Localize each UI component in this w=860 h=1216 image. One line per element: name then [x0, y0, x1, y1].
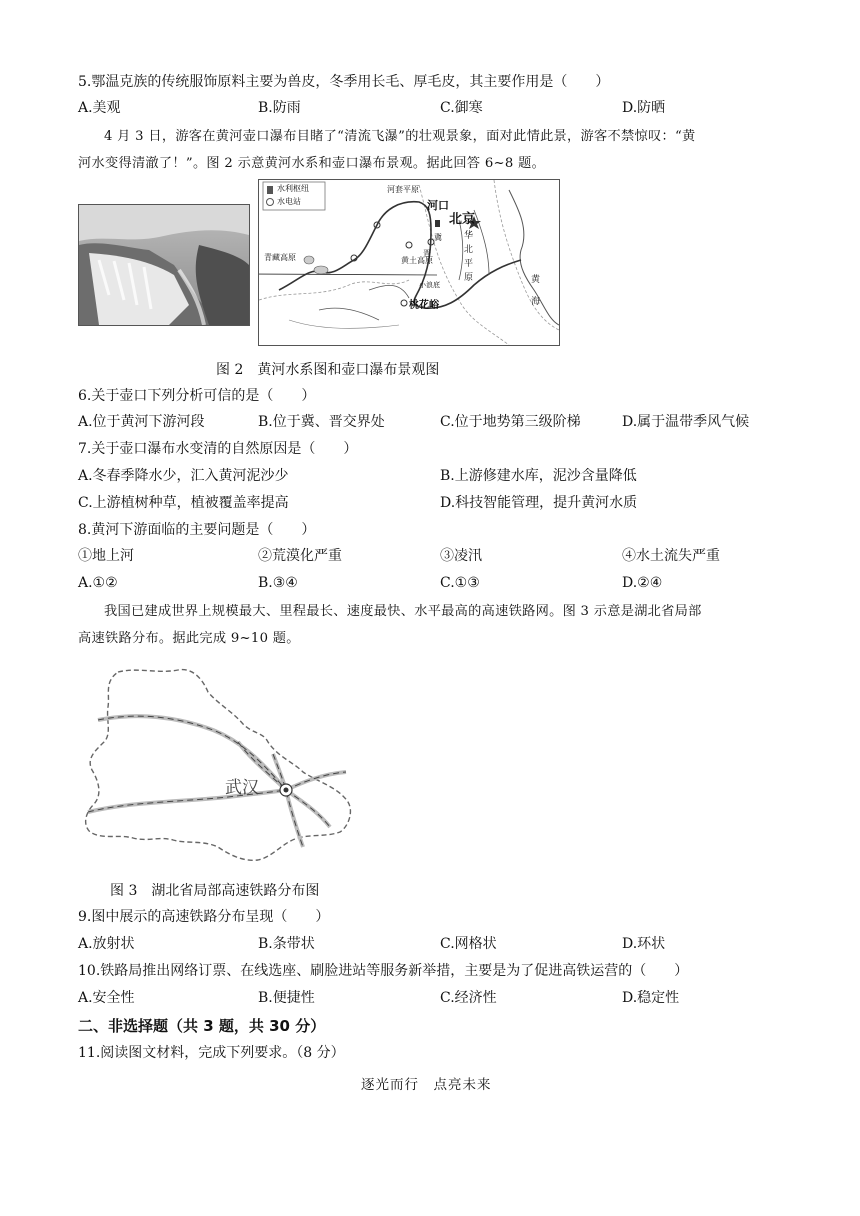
q8-option-c: C.①③ [440, 575, 480, 591]
q7-option-c: C.上游植树种草，植被覆盖率提高 [78, 495, 289, 511]
q7-options-row1 [78, 466, 798, 486]
label-yuan: 原 [464, 273, 474, 283]
label-huang: 黄 [531, 275, 541, 285]
label-hekou: 河口 [427, 199, 449, 212]
q6-option-d: D.属于温带季风气候 [622, 414, 750, 430]
q6-option-c: C.位于地势第三级阶梯 [440, 414, 581, 430]
legend-hydro-hub: 水利枢纽 [277, 184, 309, 193]
label-ji: 冀 [434, 233, 442, 242]
q8-item-2: ②荒漠化严重 [258, 548, 342, 564]
label-hai: 海 [531, 297, 541, 307]
yellow-river-map [258, 179, 560, 346]
label-wuhan: 武汉 [225, 778, 259, 798]
figure3-caption: 图 3 湖北省局部高速铁路分布图 [110, 883, 320, 899]
q10-option-a: A.安全性 [78, 990, 135, 1006]
label-beijing: 北京 [449, 212, 476, 227]
q11-stem: 11.阅读图文材料，完成下列要求。（8 分） [78, 1045, 345, 1061]
q9-stem: 9.图中展示的高速铁路分布呈现（ ） [78, 909, 330, 925]
q8-stem: 8.黄河下游面临的主要问题是（ ） [78, 522, 316, 538]
label-jin: 晋 [423, 249, 431, 258]
q6-option-b: B.位于冀、晋交界处 [258, 414, 385, 430]
q7-option-d: D.科技智能管理，提升黄河水质 [440, 495, 638, 511]
label-taohuayu: 桃花峪 [409, 300, 439, 311]
q7-stem: 7.关于壶口瀑布水变清的自然原因是（ ） [78, 441, 358, 457]
passage2-line2: 高速铁路分布。据此完成 9~10 题。 [78, 631, 300, 646]
passage2-line1: 我国已建成世界上规模最大、里程最长、速度最快、水平最高的高速铁路网。图 3 示意是湖北省局部 [104, 604, 702, 619]
q5-option-a: A.美观 [78, 100, 121, 116]
q6-option-a: A.位于黄河下游河段 [78, 414, 205, 430]
label-ping: 平 [464, 259, 474, 269]
q8-options [78, 573, 798, 593]
q9-options [78, 934, 798, 954]
q9-option-a: A.放射状 [78, 936, 135, 952]
q7-option-a: A.冬春季降水少，汇入黄河泥沙少 [78, 468, 289, 484]
q9-option-c: C.网格状 [440, 936, 497, 952]
q7-option-b: B.上游修建水库，泥沙含量降低 [440, 468, 637, 484]
q9-option-b: B.条带状 [258, 936, 315, 952]
q9-option-d: D.环状 [622, 936, 666, 952]
label-qingzang: 青藏高原 [264, 253, 296, 262]
q10-options [78, 988, 798, 1008]
q8-option-a: A.①② [78, 575, 118, 591]
q11-material-title: 逐光而行 点亮未来 [361, 1077, 492, 1093]
figure2-caption: 图 2 黄河水系图和壶口瀑布景观图 [216, 362, 440, 378]
label-hetao: 河套平原 [387, 185, 419, 194]
passage1-line1: 4 月 3 日，游客在黄河壶口瀑布目睹了“清流飞瀑”的壮观景象，面对此情此景，游客不禁惊叹：“黄 [104, 129, 696, 144]
passage1-line2: 河水变得清澈了！”。图 2 示意黄河水系和壶口瀑布景观。据此回答 6~8 题。 [78, 156, 546, 171]
q8-items [78, 546, 798, 566]
hukou-waterfall-photo [78, 204, 250, 326]
hubei-railway-map [78, 662, 360, 867]
q7-options-row2 [78, 493, 798, 513]
q8-item-4: ④水土流失严重 [622, 548, 720, 564]
q10-option-b: B.便捷性 [258, 990, 315, 1006]
q5-options [78, 98, 798, 118]
legend-hydropower-station: 水电站 [277, 197, 301, 206]
q5-option-d: D.防晒 [622, 100, 666, 116]
label-huangtu: 黄土高原 [401, 256, 433, 265]
q5-stem: 5.鄂温克族的传统服饰原料主要为兽皮，冬季用长毛、厚毛皮，其主要作用是（ ） [78, 74, 610, 90]
label-bei: 北 [464, 245, 474, 255]
q8-item-1: ①地上河 [78, 548, 134, 564]
q8-item-3: ③凌汛 [440, 548, 482, 564]
label-hua: 华 [464, 231, 474, 241]
q8-option-b: B.③④ [258, 575, 298, 591]
label-xiaolangdi: 小浪底 [419, 281, 440, 289]
q5-option-c: C.御寒 [440, 100, 483, 116]
q10-option-c: C.经济性 [440, 990, 497, 1006]
q10-stem: 10.铁路局推出网络订票、在线选座、刷脸进站等服务新举措，主要是为了促进高铁运营的（ ） [78, 963, 689, 979]
q8-option-d: D.②④ [622, 575, 663, 591]
q6-options [78, 412, 798, 432]
section2-title: 二、非选择题（共 3 题，共 30 分） [78, 1017, 326, 1035]
q6-stem: 6.关于壶口下列分析可信的是（ ） [78, 388, 316, 404]
q10-option-d: D.稳定性 [622, 990, 680, 1006]
q5-option-b: B.防雨 [258, 100, 301, 116]
